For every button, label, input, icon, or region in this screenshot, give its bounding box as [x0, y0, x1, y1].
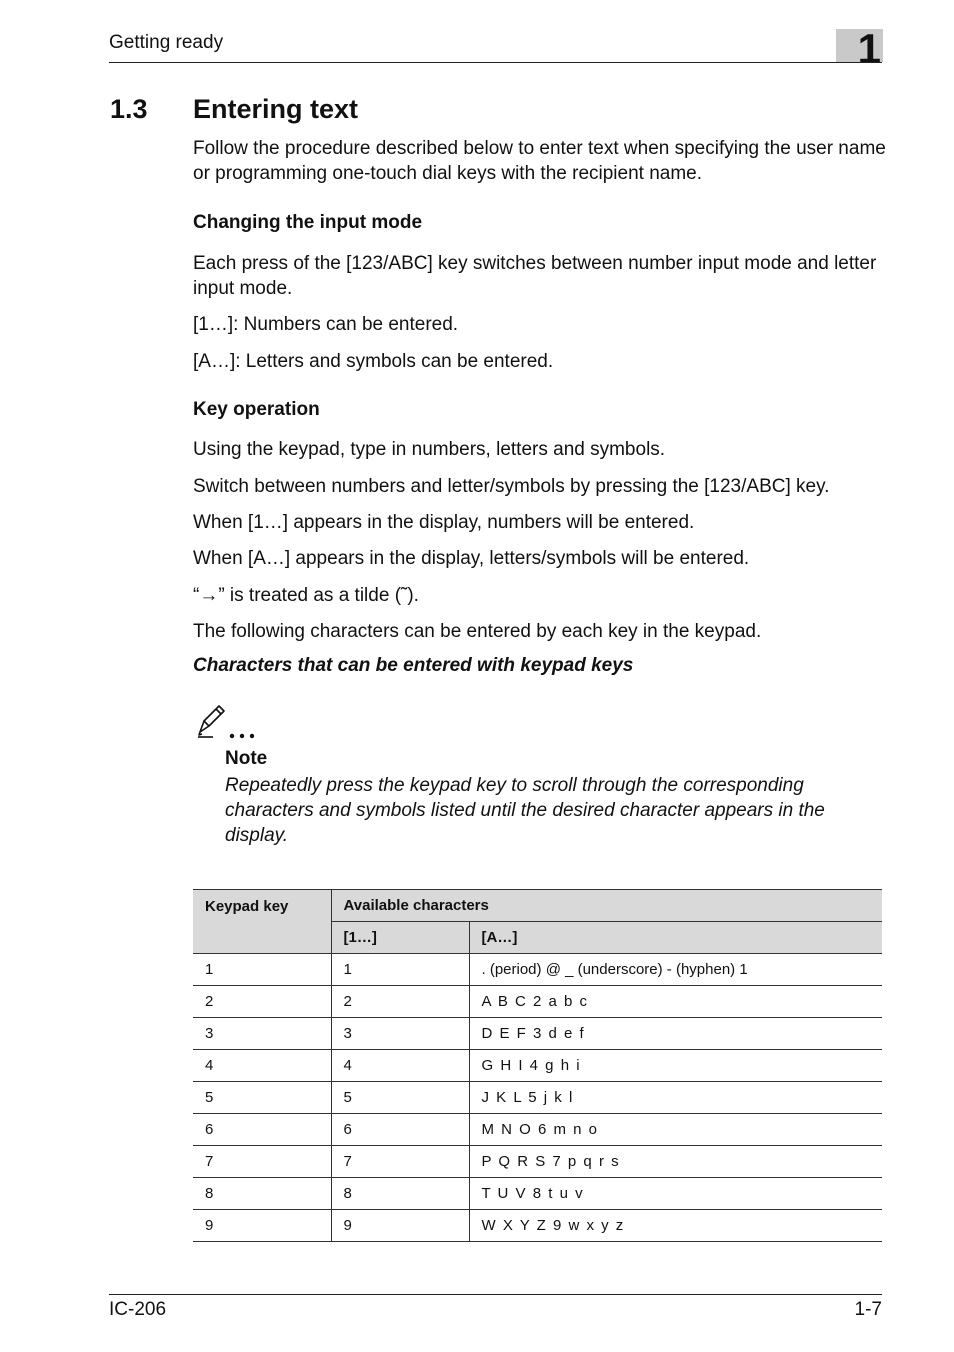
- cell-alpha: D E F 3 d e f: [469, 1018, 882, 1050]
- table-row: [193, 986, 882, 1018]
- input-mode-heading: Changing the input mode: [193, 212, 423, 233]
- cell-alpha: G H I 4 g h i: [469, 1050, 882, 1082]
- chapter-number: 1: [857, 25, 881, 72]
- input-mode-paragraph: [1…]: Numbers can be entered.: [193, 314, 459, 335]
- table-caption: Characters that can be entered with keypad keys: [193, 655, 634, 676]
- cell-alpha: . (period) @ _ (underscore) - (hyphen) 1: [469, 954, 882, 986]
- header-alpha-mode: [A…]: [469, 922, 882, 954]
- cell-numeric: 2: [331, 986, 469, 1018]
- cell-numeric: 4: [331, 1050, 469, 1082]
- intro-paragraph: Follow the procedure described below to enter text when specifying the user name or programming one-touch dial keys with the recipient name.: [193, 138, 886, 184]
- header-available-characters: Available characters: [331, 890, 882, 922]
- cell-numeric: 5: [331, 1082, 469, 1114]
- cell-key: 6: [193, 1114, 331, 1146]
- cell-numeric: 9: [331, 1210, 469, 1242]
- key-operation-paragraph: “→” is treated as a tilde (˜).: [193, 585, 419, 606]
- pencil-note-icon: [196, 704, 262, 740]
- cell-numeric: 7: [331, 1146, 469, 1178]
- cell-key: 8: [193, 1178, 331, 1210]
- cell-numeric: 1: [331, 954, 469, 986]
- table-row: [193, 1114, 882, 1146]
- cell-alpha: W X Y Z 9 w x y z: [469, 1210, 882, 1242]
- table-row: [193, 1018, 882, 1050]
- cell-key: 5: [193, 1082, 331, 1114]
- cell-numeric: 3: [331, 1018, 469, 1050]
- cell-alpha: J K L 5 j k l: [469, 1082, 882, 1114]
- cell-alpha: A B C 2 a b c: [469, 986, 882, 1018]
- key-operation-paragraph: When [1…] appears in the display, numbers will be entered.: [193, 512, 695, 533]
- table-row: [193, 1050, 882, 1082]
- cell-key: 4: [193, 1050, 331, 1082]
- table-row: [193, 1178, 882, 1210]
- cell-key: 7: [193, 1146, 331, 1178]
- cell-alpha: M N O 6 m n o: [469, 1114, 882, 1146]
- table-header-row: [193, 890, 882, 922]
- cell-key: 3: [193, 1018, 331, 1050]
- table-row: [193, 1146, 882, 1178]
- key-operation-paragraph: Using the keypad, type in numbers, letters and symbols.: [193, 439, 666, 460]
- section-number: 1.3: [110, 94, 148, 124]
- table-row: [193, 1082, 882, 1114]
- cell-numeric: 6: [331, 1114, 469, 1146]
- footer-page-number: 1-7: [854, 1299, 882, 1320]
- input-mode-paragraph: [A…]: Letters and symbols can be entered.: [193, 351, 554, 372]
- footer-rule: [109, 1294, 882, 1295]
- cell-alpha: T U V 8 t u v: [469, 1178, 882, 1210]
- keypad-characters-table: [193, 889, 882, 1242]
- section-title: Entering text: [193, 94, 359, 124]
- cell-key: 1: [193, 954, 331, 986]
- table-row: [193, 1210, 882, 1242]
- key-operation-paragraph: When [A…] appears in the display, letters/symbols will be entered.: [193, 548, 750, 569]
- note-text: Repeatedly press the keypad key to scroll through the corresponding characters and symbols listed until the desired character appears in the display.: [225, 775, 825, 846]
- header-rule: [109, 62, 882, 63]
- input-mode-paragraph: Each press of the [123/ABC] key switches between number input mode and letter input mode.: [193, 253, 877, 299]
- chapter-tab: [836, 25, 883, 72]
- cell-key: 9: [193, 1210, 331, 1242]
- table-row: [193, 954, 882, 986]
- key-operation-paragraph: The following characters can be entered by each key in the keypad.: [193, 621, 762, 642]
- header-keypad-key: Keypad key: [193, 890, 331, 954]
- key-operation-heading: Key operation: [193, 399, 320, 420]
- footer-model: IC-206: [109, 1299, 167, 1320]
- running-head: Getting ready: [109, 32, 224, 53]
- cell-alpha: P Q R S 7 p q r s: [469, 1146, 882, 1178]
- key-operation-paragraph: Switch between numbers and letter/symbols by pressing the [123/ABC] key.: [193, 476, 830, 497]
- header-numeric-mode: [1…]: [331, 922, 469, 954]
- cell-numeric: 8: [331, 1178, 469, 1210]
- cell-key: 2: [193, 986, 331, 1018]
- note-label: Note: [225, 748, 268, 769]
